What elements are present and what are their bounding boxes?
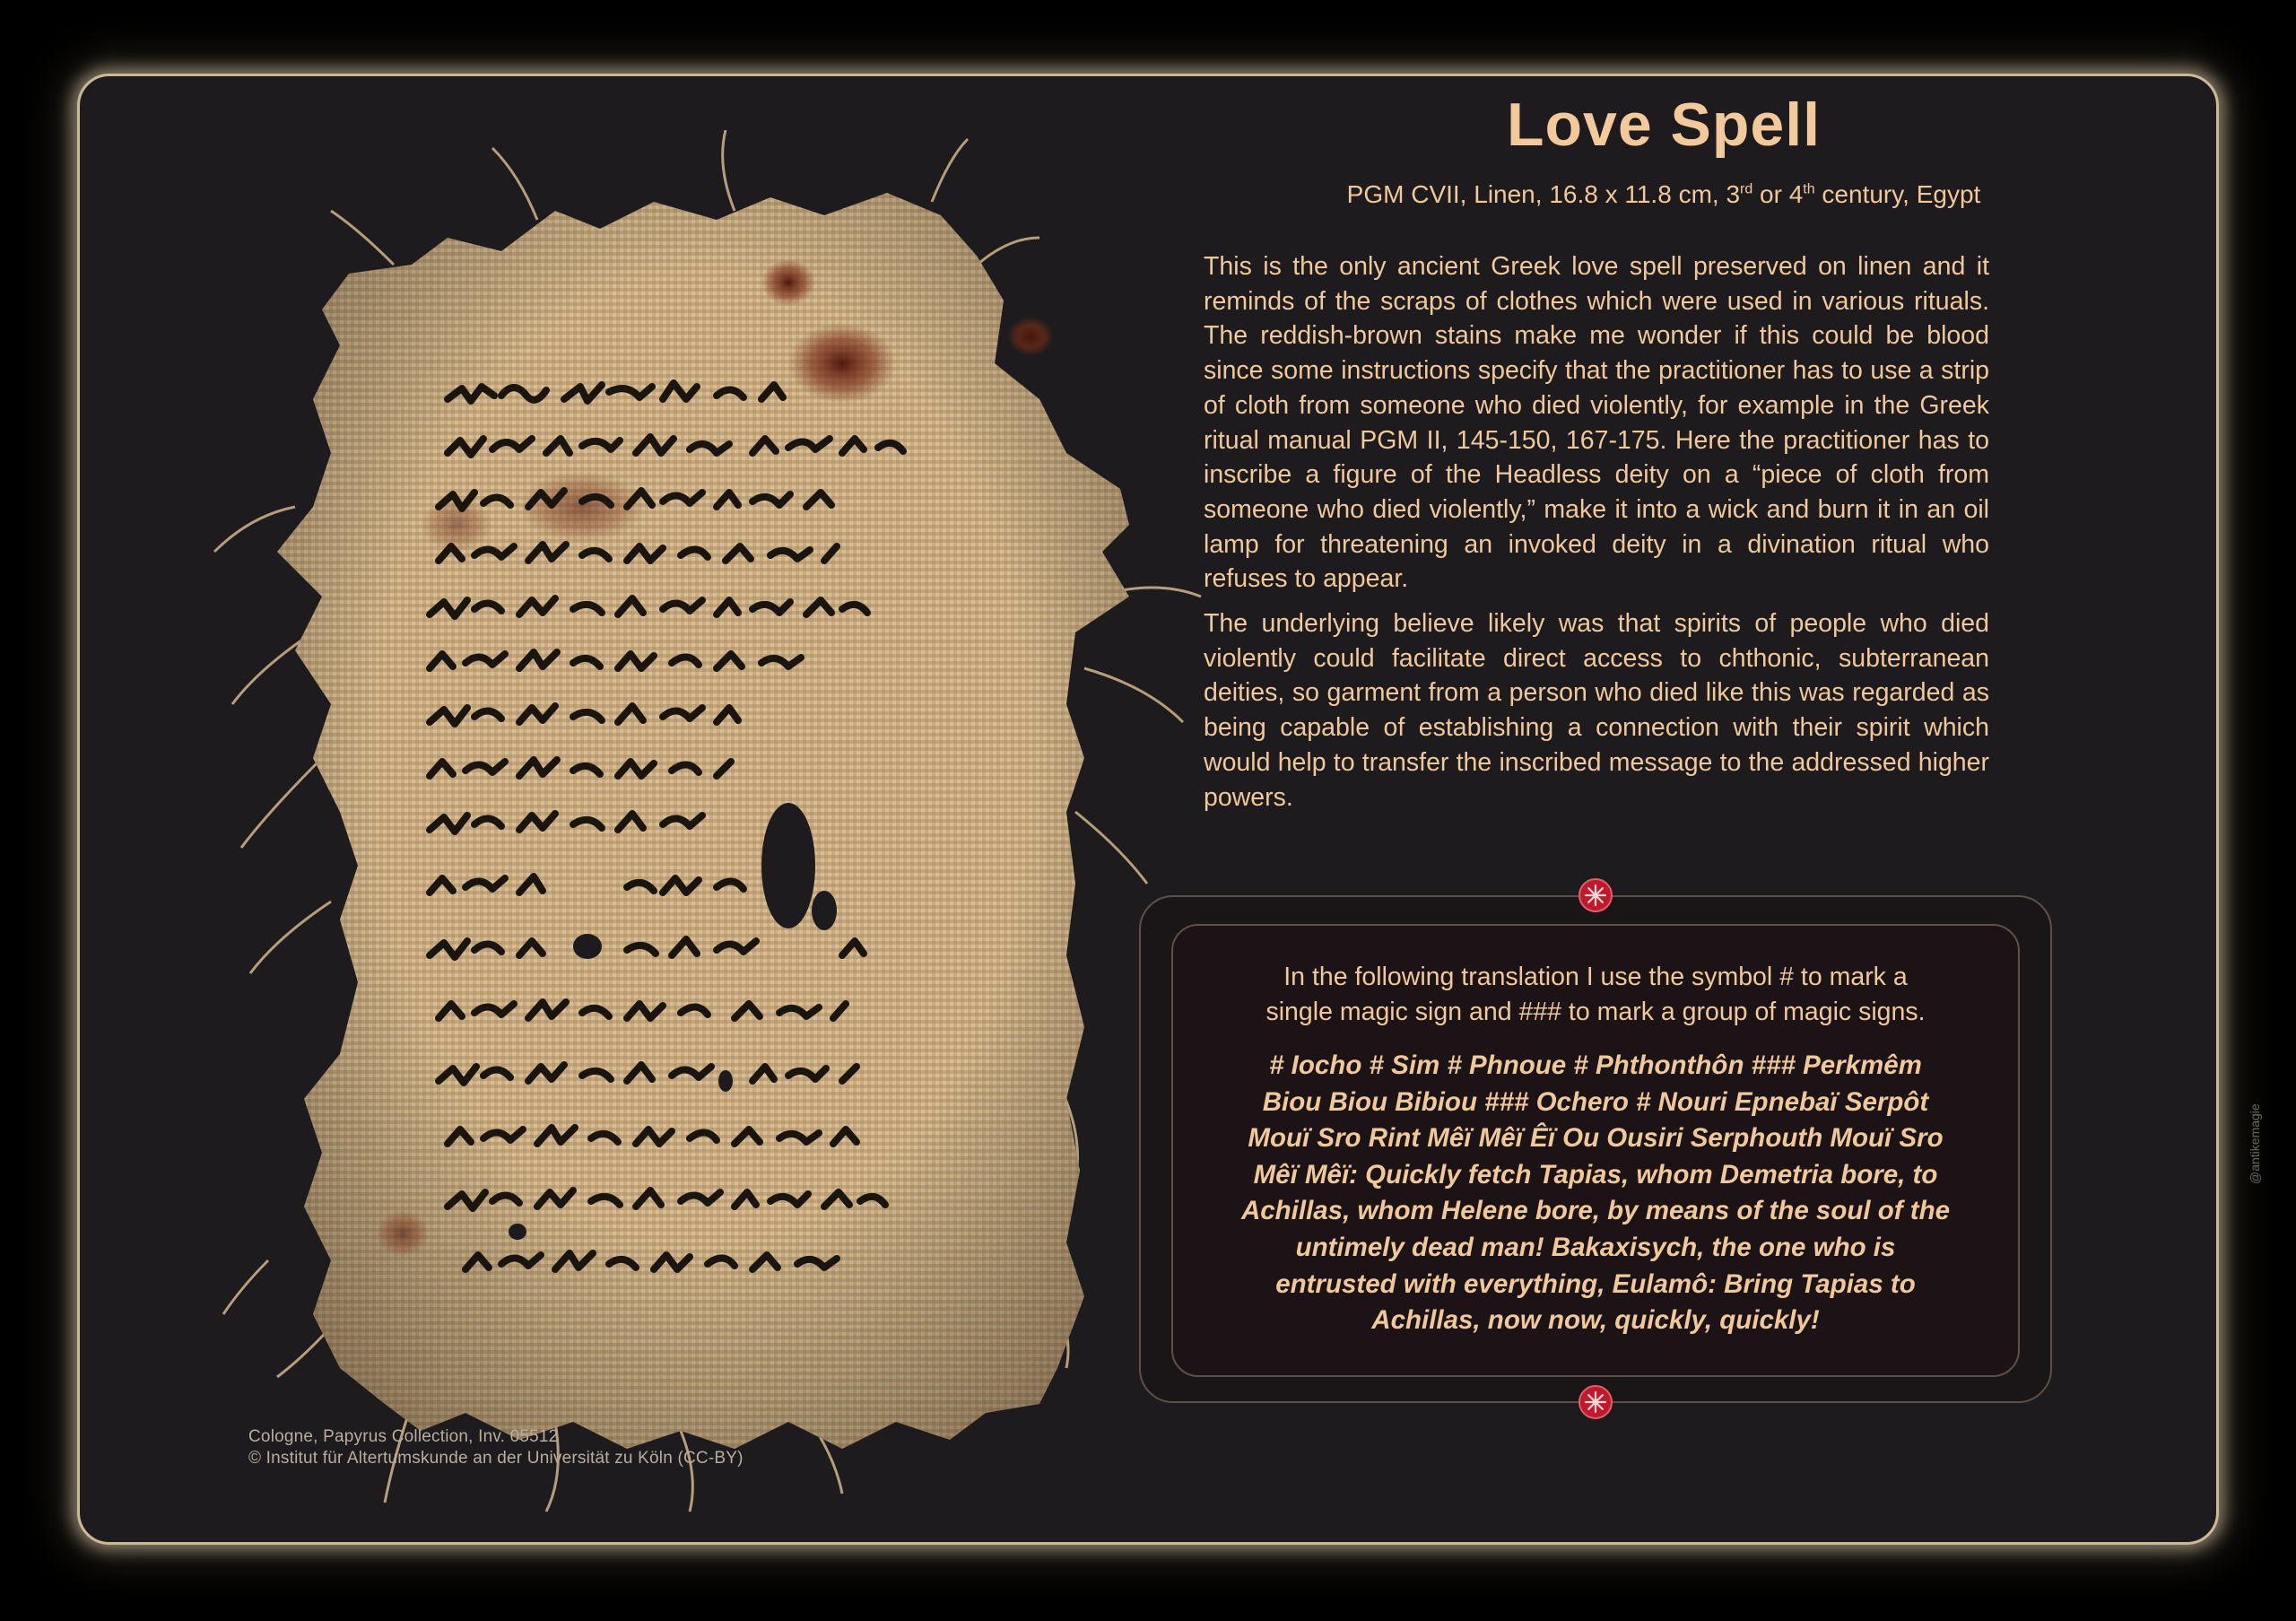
description-paragraph: This is the only ancient Greek love spell preserved on linen and it reminds of the scraps of clothes which were used in various rituals. The reddish-brown stains make me wonder if this could be blood since some instructions specify that the practitioner has to use a strip of cloth from someone who died violently, for example in the Greek ritual manual PGM II, 145-150, 167-175. Here the practitioner has to inscribe a figure of the Headless deity on a “piece of cloth from someone who died violently,” make it into a wick and burn it in an oil lamp for threatening an invoked deity in a divination ritual who refuses to appear.	[1204, 252, 1989, 594]
spell-line: Mouï Sro Rint Mêï Mêï Êï Ou Ousiri Serphouth Mouï Sro	[1248, 1123, 1944, 1154]
red-star-medallion-icon	[1578, 877, 1613, 913]
subtitle-mid: or 4	[1752, 180, 1804, 208]
spell-line: Achillas, now now, quickly, quickly!	[1371, 1305, 1820, 1336]
spell-line: Biou Biou Bibiou ### Ochero # Nouri Epnebaï Serpôt	[1262, 1086, 1929, 1117]
linen-fragment-image	[178, 130, 1291, 1521]
caption-collection: Cologne, Papyrus Collection, Inv. 05512	[248, 1427, 559, 1446]
translation-intro-line: In the following translation I use the symbol # to mark a	[1283, 963, 1908, 991]
social-handle: @antikemagie	[2248, 1103, 2262, 1184]
image-caption	[248, 1426, 744, 1469]
translation-intro-line: single magic sign and ### to mark a group of magic signs.	[1265, 998, 1926, 1026]
spell-line: entrusted with everything, Eulamô: Bring Tapias to	[1275, 1268, 1916, 1299]
spell-line: untimely dead man! Bakaxisych, the one who is	[1295, 1232, 1896, 1262]
subtitle-post: century, Egypt	[1814, 180, 1981, 208]
subtitle-pre: PGM CVII, Linen, 16.8 x 11.8 cm, 3	[1346, 180, 1741, 208]
red-star-medallion-icon	[1578, 1384, 1613, 1420]
spell-line: Mêï Mêï: Quickly fetch Tapias, whom Demetria bore, to	[1253, 1159, 1938, 1190]
spell-line: # Iocho # Sim # Phnoue # Phthonthôn ### Perkmêm	[1269, 1050, 1922, 1080]
subtitle-sup-th: th	[1803, 181, 1815, 197]
spell-translation	[1193, 1048, 1998, 1339]
spell-line: Achillas, whom Helene bore, by means of the soul of the	[1240, 1196, 1951, 1226]
artefact-subtitle	[1229, 180, 2099, 209]
subtitle-sup-rd: rd	[1740, 181, 1753, 197]
description-paragraph: The underlying believe likely was that spirits of people who died violently could facilitate direct access to chthonic, subterranean deities, so garment from a person who died like this was regarded as being capable of establishing a connection with their spirit which would help to transfer the inscribed message to the addressed higher powers.	[1204, 609, 1989, 812]
page-title: Love Spell	[1506, 91, 1822, 159]
translation-intro	[1184, 960, 2007, 1030]
description-text	[1204, 249, 1989, 824]
caption-copyright: © Institut für Altertumskunde an der Universität zu Köln (CC-BY)	[248, 1449, 744, 1468]
